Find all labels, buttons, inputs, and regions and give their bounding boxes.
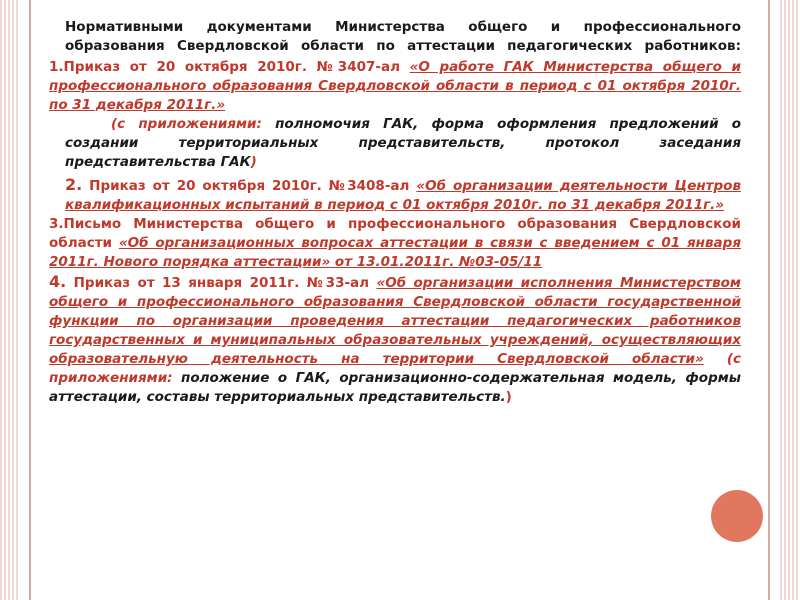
- item-link[interactable]: «О работе ГАК Министерства общего и профессионального образования Свердловской области в период с 01 октября 2010г. по 31 декабря 2011г.»: [49, 59, 742, 113]
- slide-content: [49, 18, 741, 407]
- note-text: полномочия ГАК, форма оформления предложений о создании территориальных представительств, протокол заседания представительства ГАК: [65, 116, 741, 170]
- note-close: ): [250, 154, 257, 170]
- note-close: ): [505, 389, 512, 405]
- right-border-line: [768, 0, 770, 600]
- item-number: 2.: [65, 175, 83, 194]
- left-decorative-stripes: [0, 0, 20, 600]
- item-prefix: Приказ от 20 октября 2010г. №3408-ал: [82, 178, 417, 194]
- item-link[interactable]: «Об организации исполнения Министерством общего и профессионального образования Свердловской области государственной функции по организации проведения аттестации педагогических работников государственных и муниципальных образовательных учреждений, осуществляющих образовательную деятельность на территории Свердловской области»: [49, 275, 741, 367]
- item-prefix: Приказ от 13 января 2011г. №33-ал: [66, 275, 377, 291]
- note-text: положение о ГАК, организационно-содержательная модель, формы аттестации, составы территориальных представительств.: [49, 370, 741, 405]
- left-border-line: [29, 0, 31, 600]
- item-link[interactable]: «Об организации деятельности Центров квалификационных испытаний в период с 01 октября 2010г. по 31 декабря 2011г.»: [65, 178, 741, 213]
- item-1-note: [49, 115, 741, 172]
- item-prefix: Приказ от 20 октября 2010г. №3407-ал: [63, 59, 410, 75]
- item-number: 3.: [49, 216, 64, 232]
- item-number: 4.: [49, 272, 67, 291]
- list-item-2: [49, 175, 741, 215]
- right-decorative-stripes: [780, 0, 800, 600]
- item-number: 1.: [49, 59, 64, 75]
- item-prefix: Письмо Министерства общего и профессионального образования Свердловской области: [49, 216, 741, 251]
- list-item-4: [49, 272, 741, 407]
- item-link[interactable]: «Об организационных вопросах аттестации в связи с введением с 01 января 2011г. Нового порядка аттестации»: [49, 235, 741, 270]
- item-suffix: от 13.01.2011г. №03-05/11: [330, 254, 543, 270]
- decorative-circle: [711, 490, 763, 542]
- intro-heading: Нормативными документами Министерства общего и профессионального образования Свердловской области по аттестации педагогических работников:: [65, 19, 741, 54]
- list-item-3: [49, 215, 741, 272]
- note-open: (с приложениями:: [111, 116, 262, 132]
- list-item-1: [49, 58, 741, 115]
- note-open: (с приложениями:: [49, 351, 742, 386]
